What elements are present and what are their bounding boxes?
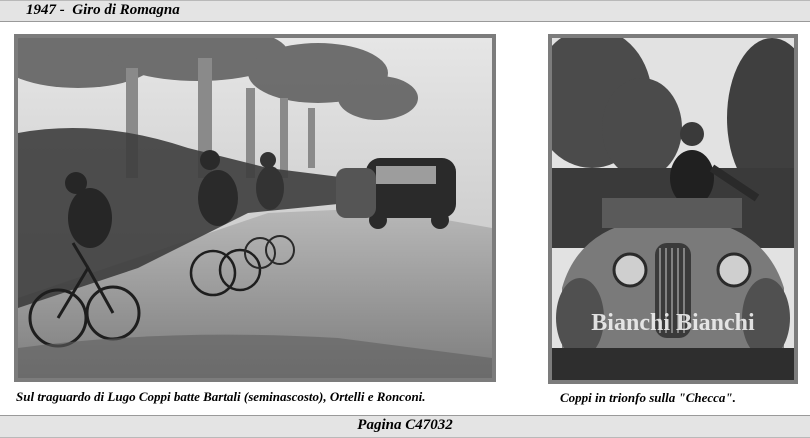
caption-finish-line: Sul traguardo di Lugo Coppi batte Bartali (seminascosto), Ortelli e Ronconi. — [16, 389, 426, 404]
coppi-triumph-photo — [552, 38, 794, 380]
caption-coppi-triumph: Coppi in trionfo sulla "Checca". — [560, 390, 736, 405]
photo-frame-coppi-triumph — [548, 34, 798, 384]
header-bar — [0, 0, 810, 22]
page-label: Pagina C47032 — [357, 417, 453, 433]
footer-bar — [0, 415, 810, 438]
photo-frame-finish-line — [14, 34, 496, 382]
car-lettering: Bianchi Bianchi — [591, 310, 755, 336]
page-title: 1947 - Giro di Romagna — [26, 2, 180, 18]
escort-car-back — [336, 168, 376, 218]
finish-line-photo — [18, 38, 492, 378]
